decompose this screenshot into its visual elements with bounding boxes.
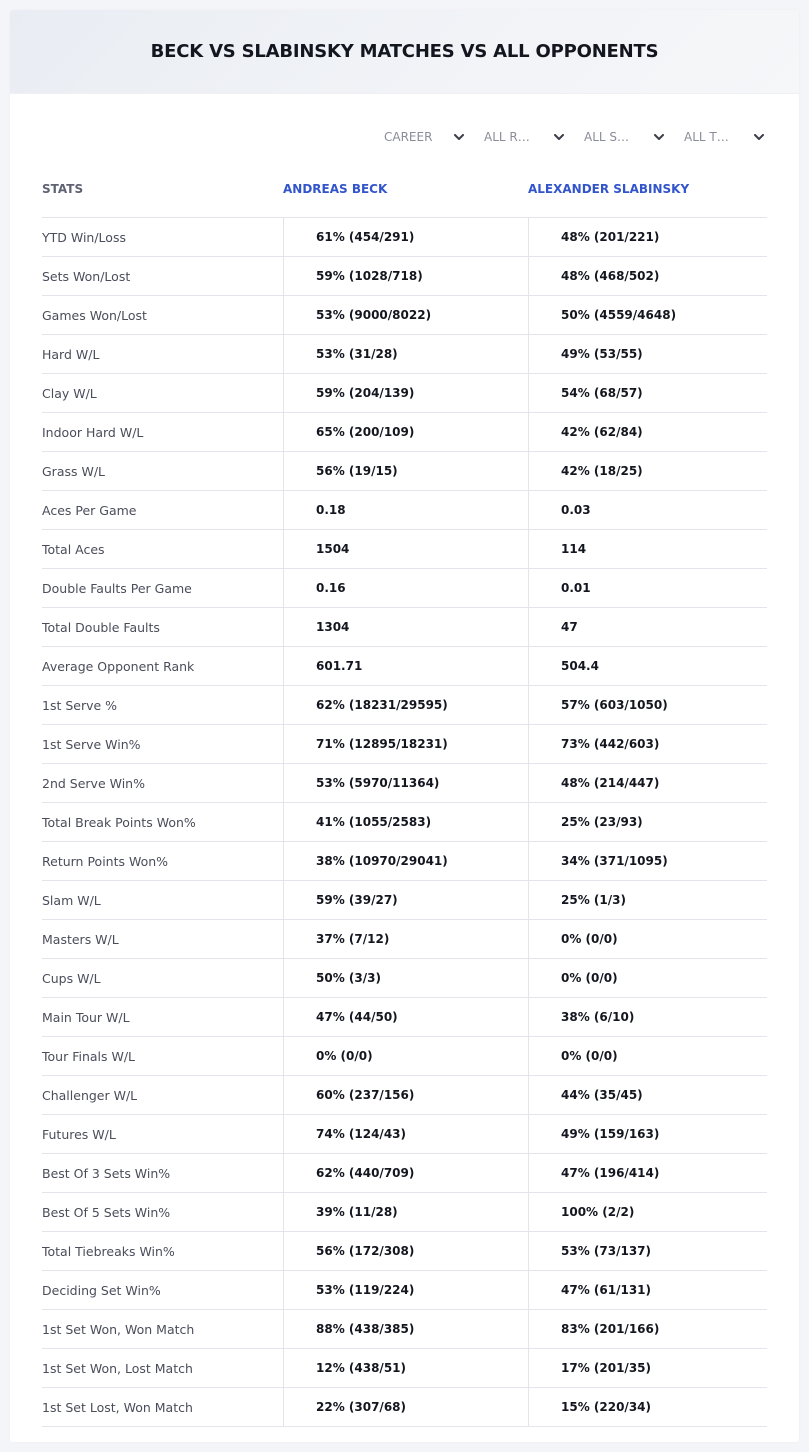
table-row: [42, 686, 767, 725]
stat-label: Total Aces: [42, 541, 105, 557]
filter-period-select[interactable]: [374, 124, 474, 150]
player2-value: 49% (53/55): [528, 335, 767, 373]
player1-value: 60% (237/156): [283, 1076, 528, 1114]
player2-value: 15% (220/34): [528, 1388, 767, 1426]
stat-label: Games Won/Lost: [42, 307, 147, 323]
filter-bar: [374, 124, 774, 150]
stat-label: 1st Set Lost, Won Match: [42, 1399, 193, 1415]
player1-value: 74% (124/43): [283, 1115, 528, 1153]
player1-value: 41% (1055/2583): [283, 803, 528, 841]
player1-value: 53% (9000/8022): [283, 296, 528, 334]
stat-label: 1st Serve %: [42, 697, 118, 713]
player2-value: 42% (18/25): [528, 452, 767, 490]
stats-card: [10, 10, 799, 1442]
stat-label: Sets Won/Lost: [42, 268, 131, 284]
table-row: [42, 1115, 767, 1154]
stats-column-header: STATS: [42, 181, 84, 196]
table-row: [42, 452, 767, 491]
player1-value: 601.71: [283, 647, 528, 685]
card-header: [10, 10, 799, 94]
player2-value: 0.01: [528, 569, 767, 607]
table-row: [42, 1388, 767, 1427]
player1-value: 38% (10970/29041): [283, 842, 528, 880]
table-body: [42, 218, 767, 1427]
stat-label: 2nd Serve Win%: [42, 775, 145, 791]
stat-label: Total Tiebreaks Win%: [42, 1243, 175, 1259]
player2-value: 0% (0/0): [528, 920, 767, 958]
table-row: [42, 764, 767, 803]
player1-value: 53% (5970/11364): [283, 764, 528, 802]
table-row: [42, 569, 767, 608]
player2-value: 73% (442/603): [528, 725, 767, 763]
filter-label: ALL R…: [484, 130, 530, 144]
player1-value: 50% (3/3): [283, 959, 528, 997]
stat-label: 1st Set Won, Lost Match: [42, 1360, 193, 1376]
player1-value: 62% (18231/29595): [283, 686, 528, 724]
table-header: [42, 160, 767, 218]
player2-value: 47% (61/131): [528, 1271, 767, 1309]
player1-value: 56% (172/308): [283, 1232, 528, 1270]
table-row: [42, 920, 767, 959]
player2-value: 57% (603/1050): [528, 686, 767, 724]
stat-label: Double Faults Per Game: [42, 580, 192, 596]
player1-value: 62% (440/709): [283, 1154, 528, 1192]
table-row: [42, 1349, 767, 1388]
stat-label: Slam W/L: [42, 892, 101, 908]
chevron-down-icon: [554, 132, 564, 142]
player2-value: 48% (201/221): [528, 218, 767, 256]
player2-value: 0% (0/0): [528, 1037, 767, 1075]
stat-label: Return Points Won%: [42, 853, 169, 869]
player1-value: 88% (438/385): [283, 1310, 528, 1348]
stat-label: 1st Serve Win%: [42, 736, 141, 752]
player1-value: 56% (19/15): [283, 452, 528, 490]
filter-round-select[interactable]: [474, 124, 574, 150]
table-row: [42, 725, 767, 764]
table-row: [42, 647, 767, 686]
player2-value: 83% (201/166): [528, 1310, 767, 1348]
table-row: [42, 374, 767, 413]
stat-label: Challenger W/L: [42, 1087, 138, 1103]
stat-label: Futures W/L: [42, 1126, 116, 1142]
table-row: [42, 1076, 767, 1115]
player1-value: 53% (31/28): [283, 335, 528, 373]
filter-surface-select[interactable]: [574, 124, 674, 150]
player2-value: 48% (214/447): [528, 764, 767, 802]
table-row: [42, 998, 767, 1037]
player1-link[interactable]: ANDREAS BECK: [283, 181, 388, 196]
stat-label: Deciding Set Win%: [42, 1282, 161, 1298]
stats-table: [42, 160, 767, 1427]
player2-value: 44% (35/45): [528, 1076, 767, 1114]
player2-value: 114: [528, 530, 767, 568]
table-row: [42, 1271, 767, 1310]
stat-label: 1st Set Won, Won Match: [42, 1321, 195, 1337]
table-row: [42, 1037, 767, 1076]
player1-value: 12% (438/51): [283, 1349, 528, 1387]
player1-value: 71% (12895/18231): [283, 725, 528, 763]
table-row: [42, 413, 767, 452]
player2-value: 0.03: [528, 491, 767, 529]
page-title: BECK VS SLABINSKY MATCHES VS ALL OPPONENTS: [150, 41, 659, 62]
player1-value: 0.18: [283, 491, 528, 529]
player2-value: 48% (468/502): [528, 257, 767, 295]
player2-value: 42% (62/84): [528, 413, 767, 451]
stat-label: Best Of 3 Sets Win%: [42, 1165, 171, 1181]
table-row: [42, 335, 767, 374]
stat-label: Hard W/L: [42, 346, 100, 362]
player1-value: 47% (44/50): [283, 998, 528, 1036]
stat-label: Total Break Points Won%: [42, 814, 196, 830]
player2-value: 25% (1/3): [528, 881, 767, 919]
table-row: [42, 1232, 767, 1271]
stat-label: Cups W/L: [42, 970, 101, 986]
player2-value: 47% (196/414): [528, 1154, 767, 1192]
stat-label: Indoor Hard W/L: [42, 424, 144, 440]
player1-value: 59% (1028/718): [283, 257, 528, 295]
stat-label: Tour Finals W/L: [42, 1048, 136, 1064]
player1-value: 22% (307/68): [283, 1388, 528, 1426]
player1-value: 59% (204/139): [283, 374, 528, 412]
table-row: [42, 491, 767, 530]
player1-value: 65% (200/109): [283, 413, 528, 451]
stat-label: Average Opponent Rank: [42, 658, 195, 674]
stat-label: YTD Win/Loss: [42, 229, 126, 245]
player2-value: 100% (2/2): [528, 1193, 767, 1231]
table-row: [42, 1193, 767, 1232]
player2-value: 54% (68/57): [528, 374, 767, 412]
player2-value: 504.4: [528, 647, 767, 685]
table-row: [42, 842, 767, 881]
player2-value: 38% (6/10): [528, 998, 767, 1036]
table-row: [42, 296, 767, 335]
stat-label: Grass W/L: [42, 463, 106, 479]
stat-label: Main Tour W/L: [42, 1009, 130, 1025]
filter-label: ALL S…: [584, 130, 630, 144]
table-row: [42, 530, 767, 569]
player1-value: 1304: [283, 608, 528, 646]
player2-value: 25% (23/93): [528, 803, 767, 841]
player1-value: 39% (11/28): [283, 1193, 528, 1231]
player2-value: 49% (159/163): [528, 1115, 767, 1153]
player2-value: 34% (371/1095): [528, 842, 767, 880]
player1-value: 59% (39/27): [283, 881, 528, 919]
player2-value: 53% (73/137): [528, 1232, 767, 1270]
table-row: [42, 257, 767, 296]
stat-label: Total Double Faults: [42, 619, 160, 635]
chevron-down-icon: [754, 132, 764, 142]
player1-value: 1504: [283, 530, 528, 568]
filter-label: CAREER: [384, 130, 433, 144]
player1-value: 61% (454/291): [283, 218, 528, 256]
chevron-down-icon: [654, 132, 664, 142]
table-row: [42, 959, 767, 998]
player2-link[interactable]: ALEXANDER SLABINSKY: [528, 181, 690, 196]
stat-label: Clay W/L: [42, 385, 97, 401]
filter-tournament-select[interactable]: [674, 124, 774, 150]
player2-value: 0% (0/0): [528, 959, 767, 997]
player1-value: 37% (7/12): [283, 920, 528, 958]
table-row: [42, 803, 767, 842]
player2-value: 17% (201/35): [528, 1349, 767, 1387]
player1-value: 0.16: [283, 569, 528, 607]
table-row: [42, 608, 767, 647]
table-row: [42, 218, 767, 257]
player2-value: 47: [528, 608, 767, 646]
chevron-down-icon: [454, 132, 464, 142]
player2-value: 50% (4559/4648): [528, 296, 767, 334]
table-row: [42, 881, 767, 920]
stat-label: Best Of 5 Sets Win%: [42, 1204, 171, 1220]
table-row: [42, 1310, 767, 1349]
table-row: [42, 1154, 767, 1193]
player1-value: 53% (119/224): [283, 1271, 528, 1309]
stat-label: Masters W/L: [42, 931, 119, 947]
filter-label: ALL T…: [684, 130, 729, 144]
player1-value: 0% (0/0): [283, 1037, 528, 1075]
stat-label: Aces Per Game: [42, 502, 137, 518]
